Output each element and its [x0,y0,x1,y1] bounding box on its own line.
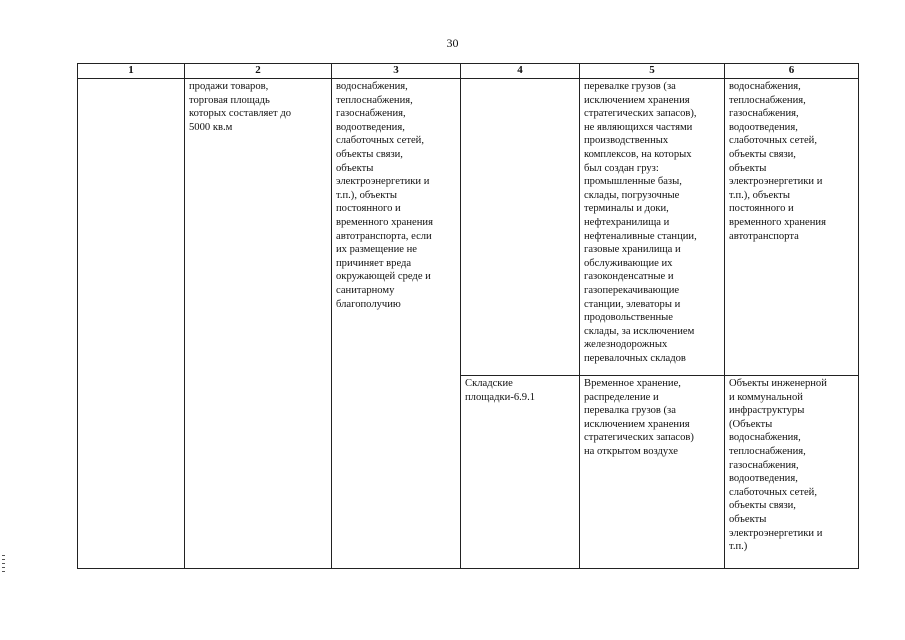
cell-text: Объекты инженерной и коммунальной инфраструктуры (Объекты водоснабжения, теплоснабжения, газоснабжения, водоотведения, слаботочных сетей, объекты связи, объекты электроэнергетики и т.п.) [729,378,827,553]
header-row [78,64,859,79]
header-col-3: 3 [332,64,461,79]
cell-r1-c1 [78,79,185,569]
cell-r1-c2 [185,79,332,569]
cell-text: продажи товаров, торговая площадь которых составляет до 5000 кв.м [189,81,292,133]
scan-edge-marks [2,555,6,585]
cell-r2-c5 [580,376,725,569]
cell-r2-c4 [461,376,580,569]
cell-text: Складские площадки-6.9.1 [465,378,536,403]
cell-text: Временное хранение, распределение и перевалка грузов (за исключением хранения стратегических запасов) на открытом воздухе [584,378,694,457]
header-col-5: 5 [580,64,725,79]
cell-r2-c6 [725,376,859,569]
regulation-table [77,63,859,569]
cell-r1-c3 [332,79,461,569]
cell-r1-c6 [725,79,859,376]
header-col-2: 2 [185,64,332,79]
page-number: 30 [446,36,459,50]
cell-text: водоснабжения, теплоснабжения, газоснабжения, водоотведения, слаботочных сетей, объекты связи, объекты электроэнергетики и т.п.), объекты постоянного и временного хранения автотранспорта [729,81,826,242]
cell-text: перевалке грузов (за исключением хранения стратегических запасов), не являющихся частями производственных комплексов, на которых был создан груз: промышленные базы, склады, погрузочные терминалы и доки, нефтехранилища и нефтеналивные станции, газовые хранилища и обслуживающие их газоконденсатные и газоперекачивающие станции, элеваторы и продовольственные склады, за исключением железнодорожных перевалочных складов [584,81,697,364]
header-col-1: 1 [78,64,185,79]
cell-text: водоснабжения, теплоснабжения, газоснабжения, водоотведения, слаботочных сетей, объекты связи, объекты электроэнергетики и т.п.), объекты постоянного и временного хранения автотранспорта, если их размещение не причиняет вреда окружающей среде и санитарному благополучию [336,81,433,310]
cell-r1-c5 [580,79,725,376]
header-col-6: 6 [725,64,859,79]
header-col-4: 4 [461,64,580,79]
cell-r1-c4 [461,79,580,376]
table-row [78,79,859,376]
